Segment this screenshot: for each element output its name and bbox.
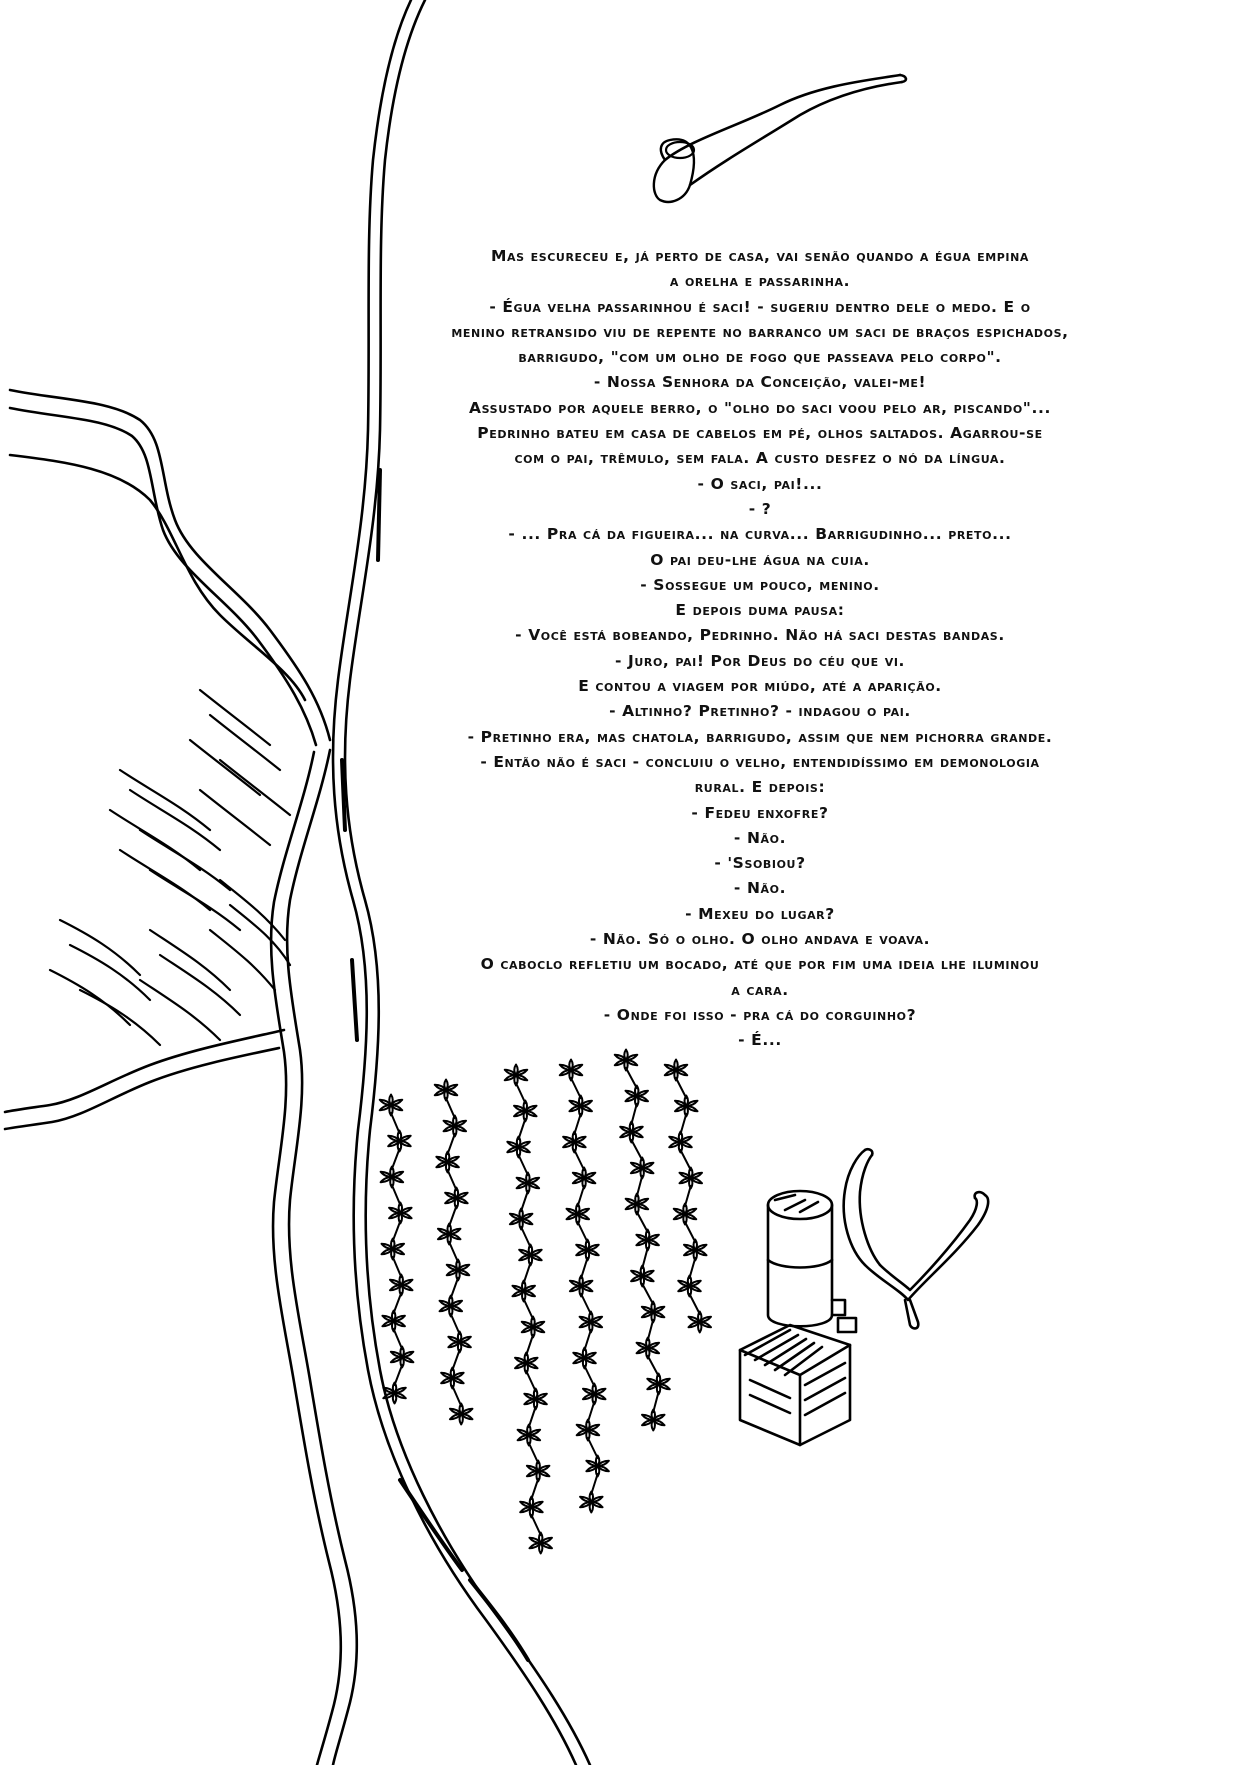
story-line: - Não. [733, 828, 787, 847]
pipe-icon [654, 75, 906, 202]
story-line: rural. E depois: [694, 778, 826, 797]
story-line: Assustado por aquele berro, o "olho do saci voou pelo ar, piscando"... [469, 398, 1051, 417]
story-text [400, 244, 1120, 1054]
story-line: - Sossegue um pouco, menino. [640, 575, 880, 594]
story-line: O pai deu-lhe água na cuia. [650, 550, 870, 569]
story-line: O caboclo refletiu um bocado, até que por fim uma ideia lhe iluminou [480, 955, 1040, 974]
story-line: - Então não é saci - concluiu o velho, entendidíssimo em demonologia [480, 752, 1040, 771]
story-line: - Não. [733, 879, 787, 898]
story-line: - Fedeu enxofre? [691, 803, 829, 822]
palm-plantation [380, 1050, 711, 1554]
story-line: - É... [738, 1031, 782, 1050]
story-line: Mas escureceu e, já perto de casa, vai senão quando a égua empina [490, 247, 1030, 265]
story-line: - Você está bobeando, Pedrinho. Não há saci destas bandas. [515, 626, 1005, 645]
story-line: E depois duma pausa: [675, 601, 845, 620]
river-map [5, 390, 357, 1765]
story-line: Pedrinho bateu em casa de cabelos em pé, olhos saltados. Agarrou-se [477, 424, 1043, 443]
slingshot-icon [844, 1149, 988, 1328]
story-line: com o pai, trêmulo, sem fala. A custo desfez o nó da língua. [514, 449, 1006, 468]
story-line: a cara. [731, 980, 789, 999]
story-line: - 'Ssobiou? [714, 854, 806, 873]
story-line: - ? [748, 499, 772, 518]
story-line: barrigudo, "com um olho de fogo que passeava pelo corpo". [518, 348, 1002, 367]
story-line: - Não. Só o olho. O olho andava e voava. [589, 930, 931, 949]
story-line: - Mexeu do lugar? [685, 904, 835, 923]
story-line: - Pretinho era, mas chatola, barrigudo, assim que nem pichorra grande. [467, 727, 1053, 746]
story-line: - Altinho? Pretinho? - indagou o pai. [609, 702, 911, 721]
story-line: - Nossa Senhora da Conceição, valei-me! [593, 373, 927, 392]
story-line: - Juro, pai! Por Deus do céu que vi. [614, 651, 906, 670]
story-line: - ... Pra cá da figueira... na curva... Barrigudinho... preto... [508, 525, 1012, 544]
hatched-field [50, 690, 290, 1045]
story-line: E contou a viagem por miúdo, até a aparição. [578, 677, 942, 696]
story-line: - Égua velha passarinhou é saci! - sugeriu dentro dele o medo. E o [489, 297, 1031, 316]
story-line: - Onde foi isso - pra cá do corguinho? [603, 1005, 917, 1024]
story-line: a orelha e passarinha. [669, 272, 851, 291]
barn-icon [740, 1325, 850, 1445]
story-line: menino retransido viu de repente no barranco um saci de braços espichados, [451, 322, 1069, 341]
story-line: - O saci, pai!... [697, 474, 823, 493]
